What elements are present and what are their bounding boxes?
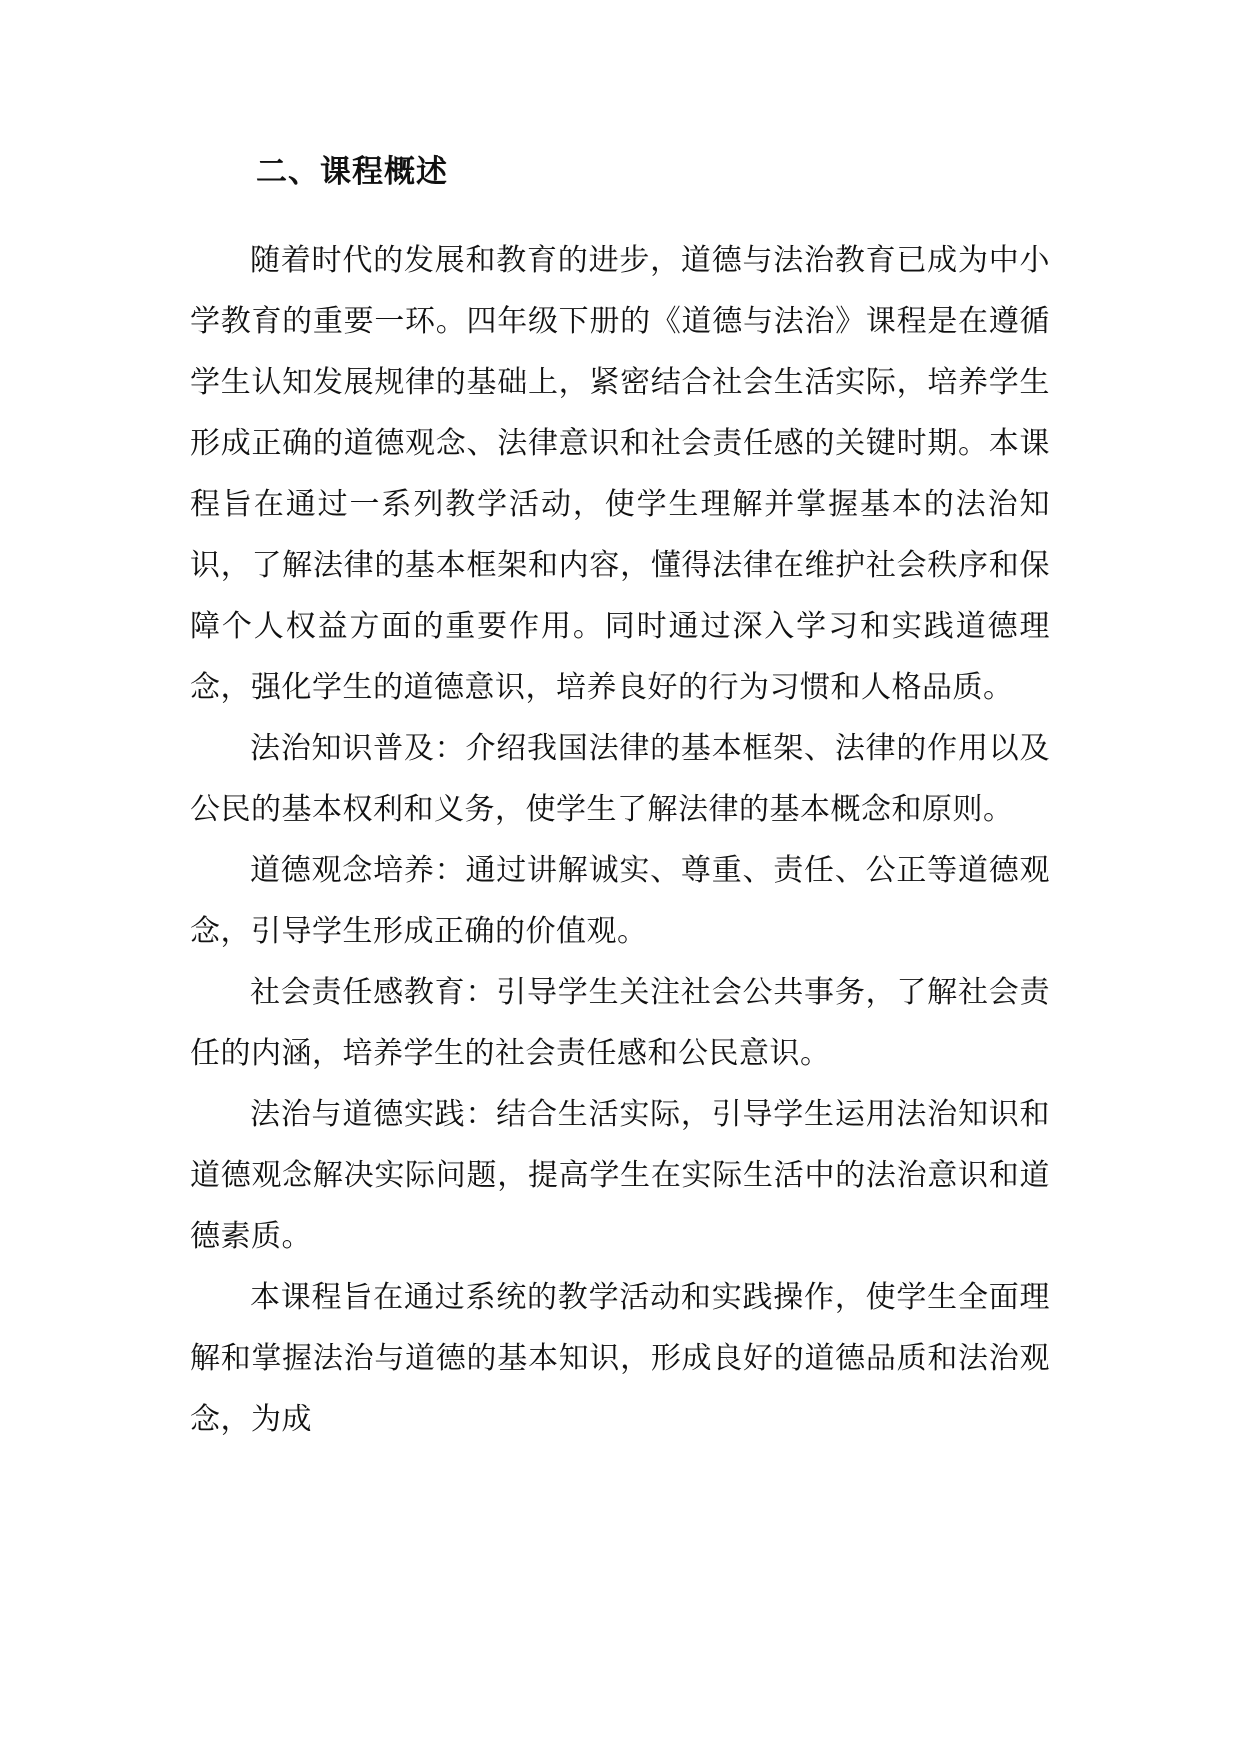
paragraph-goal: 本课程旨在通过系统的教学活动和实践操作，使学生全面理解和掌握法治与道德的基本知识，形成良好的道德品质和法治观念，为成 [190,1280,1050,1437]
section-body [190,230,1050,1450]
paragraph-moral-concepts: 道德观念培养：通过讲解诚实、尊重、责任、公正等道德观念，引导学生形成正确的价值观。 [190,853,1050,949]
paragraph-legal-knowledge: 法治知识普及：介绍我国法律的基本框架、法律的作用以及公民的基本权利和义务，使学生了解法律的基本概念和原则。 [190,731,1050,827]
paragraph-practice: 法治与道德实践：结合生活实际，引导学生运用法治知识和道德观念解决实际问题，提高学生在实际生活中的法治意识和道德素质。 [190,1097,1050,1254]
paragraph-social-responsibility: 社会责任感教育：引导学生关注社会公共事务，了解社会责任的内涵，培养学生的社会责任感和公民意识。 [190,975,1050,1071]
paragraph-intro: 随着时代的发展和教育的进步，道德与法治教育已成为中小学教育的重要一环。四年级下册的《道德与法治》课程是在遵循学生认知发展规律的基础上，紧密结合社会生活实际，培养学生形成正确的道德观念、法律意识和社会责任感的关键时期。本课程旨在通过一系列教学活动，使学生理解并掌握基本的法治知识，了解法律的基本框架和内容，懂得法律在维护社会秩序和保障个人权益方面的重要作用。同时通过深入学习和实践道德理念，强化学生的道德意识，培养良好的行为习惯和人格品质。 [190,243,1050,705]
section-heading: 二、课程概述 [256,154,448,190]
